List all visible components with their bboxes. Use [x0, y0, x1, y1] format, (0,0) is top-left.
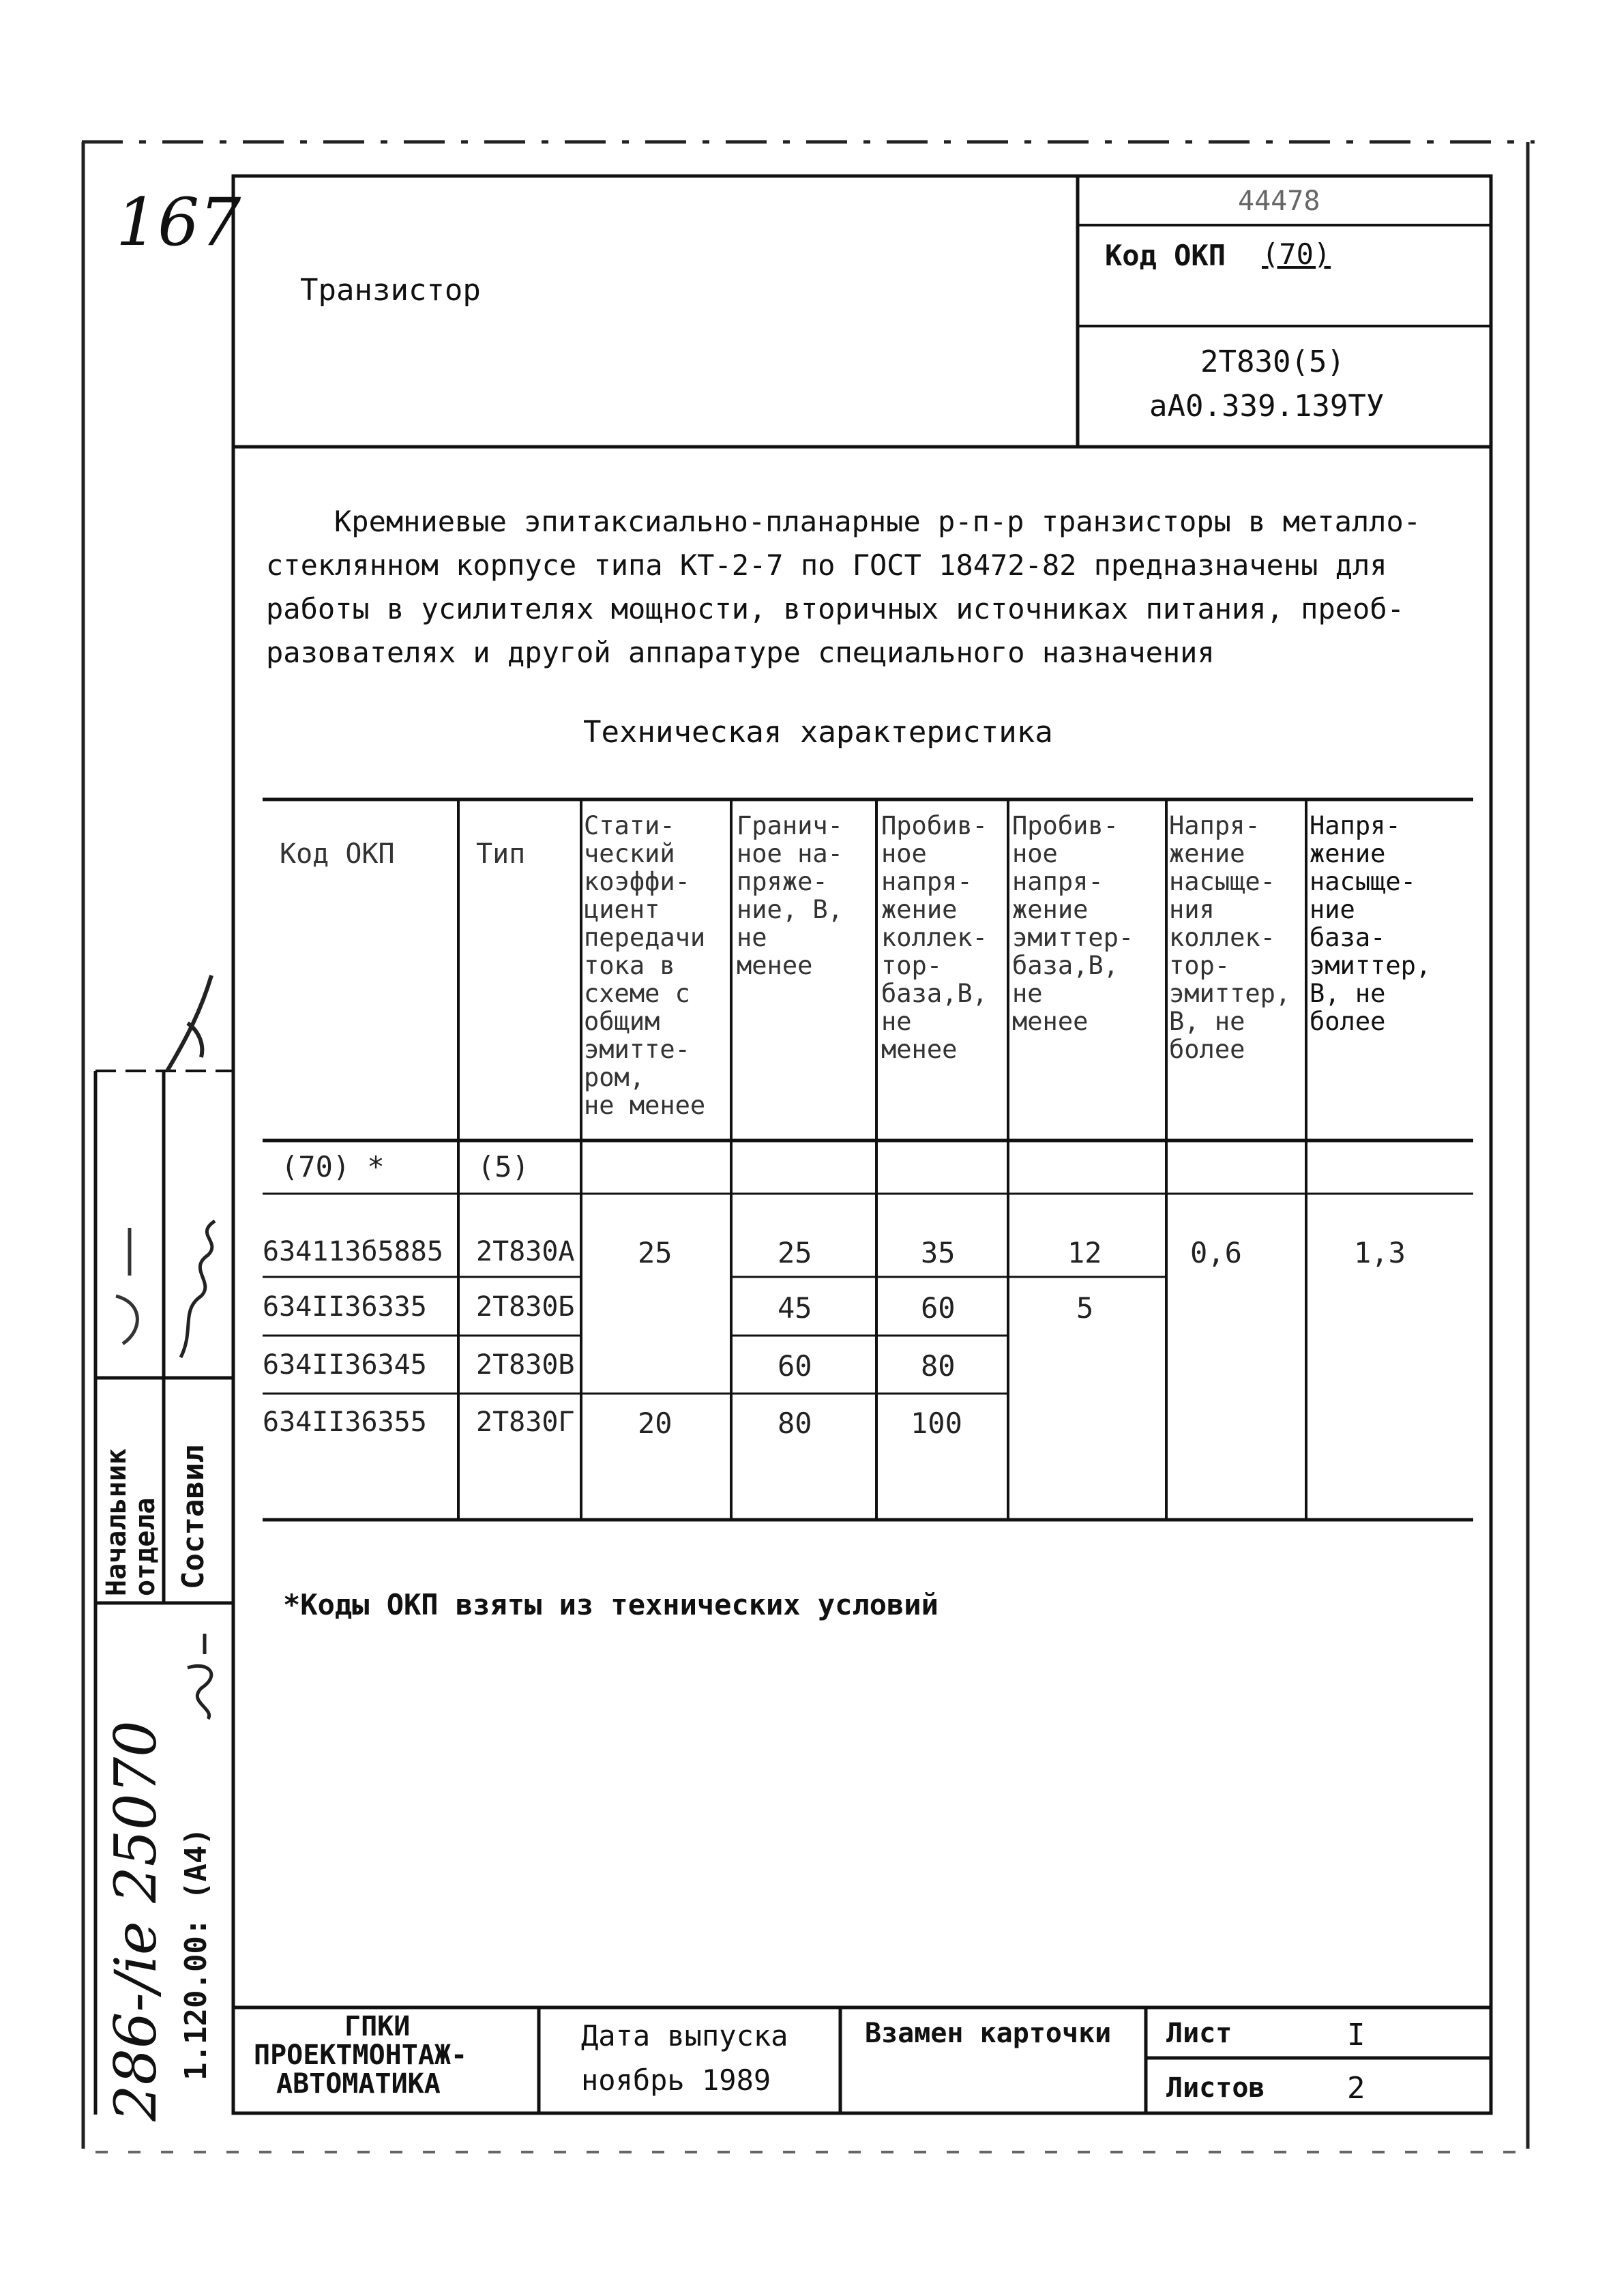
- signature: [102, 1214, 157, 1364]
- u-kb-cell: 80: [921, 1349, 956, 1383]
- okp-code-value: (70): [1262, 237, 1331, 271]
- type-designation: 2Т830(5): [1200, 344, 1345, 379]
- u-kb-cell: 60: [921, 1291, 956, 1325]
- okp-code-cell: 634II36335: [263, 1291, 427, 1323]
- sheets-total-label: Листов: [1166, 2072, 1265, 2104]
- signature: [167, 1214, 228, 1364]
- release-date-value: ноябрь 1989: [581, 2063, 771, 2097]
- replaces-card-label: Взамен карточки: [865, 2018, 1112, 2049]
- column-header: Стати- ческий коэффи- циент передачи тока в схеме с общим эмитте- ром, не менее: [584, 811, 706, 1120]
- column-header: Пробив- ное напря- жение эмиттер- база,В, не менее: [1012, 811, 1134, 1036]
- column-header: Пробив- ное напря- жение коллек- тор- база,В, не менее: [881, 811, 988, 1064]
- sheets-total-value: 2: [1347, 2071, 1365, 2106]
- footnote: *Коды ОКП взяты из технических условий: [283, 1588, 938, 1621]
- column-header: Код ОКП: [280, 838, 395, 870]
- u-be-cell: 1,3: [1354, 1236, 1406, 1269]
- u-kb-cell: 100: [911, 1407, 962, 1440]
- h21-cell: 25: [638, 1236, 673, 1269]
- handwritten-margin-numbers: 286-/ie 25070: [102, 1720, 169, 2121]
- description-line: работы в усилителях мощности, вторичных источниках питания, преоб-: [266, 592, 1404, 625]
- type-cell: 2Т830Г: [476, 1407, 575, 1438]
- handwritten-page-number: 167: [116, 184, 241, 261]
- type-cell: 2Т830Б: [476, 1291, 575, 1323]
- description-line: стеклянном корпусе типа КТ-2-7 по ГОСТ 18472-82 предназначены для: [266, 548, 1387, 582]
- organization-name: АВТОМАТИКА: [276, 2068, 441, 2100]
- column-header: Гранич- ное на- пряже- ние, В, не менее: [737, 811, 843, 980]
- u-kb-cell: 35: [921, 1236, 956, 1269]
- description-line: Кремниевые эпитаксиально-планарные р-п-р транзисторы в металло-: [334, 505, 1421, 538]
- u-eb-cell: 5: [1076, 1291, 1094, 1325]
- u-gr-cell: 45: [778, 1291, 812, 1325]
- organization-name: ПРОЕКТМОНТАЖ-: [254, 2040, 468, 2071]
- spec-reference: аА0.339.139ТУ: [1149, 389, 1385, 424]
- release-date-label: Дата выпуска: [581, 2019, 788, 2052]
- section-title: Техническая характеристика: [583, 715, 1053, 750]
- handwritten-mark: [147, 969, 228, 1091]
- sheet-label: Лист: [1166, 2018, 1232, 2049]
- document-number: 44478: [1238, 186, 1320, 217]
- type-cell: 2Т830А: [476, 1236, 575, 1267]
- okp-code-cell: 634II36355: [263, 1407, 427, 1438]
- okp-code-label: Код ОКП: [1105, 239, 1226, 272]
- u-ke-cell: 0,6: [1190, 1236, 1242, 1269]
- description-line: разователях и другой аппаратуре специального назначения: [266, 636, 1215, 669]
- sheet-number: I: [1347, 2018, 1365, 2052]
- code-row-type: (5): [477, 1150, 529, 1183]
- column-header: Напря- жение насыще- ния коллек- тор- эмиттер, В, не более: [1169, 811, 1291, 1064]
- u-gr-cell: 80: [778, 1407, 812, 1440]
- code-row-okp: (70) *: [281, 1150, 385, 1183]
- h21-cell: 20: [638, 1407, 673, 1440]
- okp-code-cell: 634II36345: [263, 1349, 427, 1381]
- u-gr-cell: 25: [778, 1236, 812, 1269]
- compiled-by-label: Составил: [176, 1445, 211, 1589]
- u-gr-cell: 60: [778, 1349, 812, 1383]
- organization-name: ГПКИ: [344, 2011, 411, 2042]
- column-header: Напря- жение насыще- ние база- эмиттер, В, не более: [1310, 811, 1432, 1036]
- head-of-department-label: Начальник отдела: [101, 1448, 161, 1596]
- product-name: Транзистор: [300, 273, 481, 308]
- u-eb-cell: 12: [1067, 1236, 1102, 1269]
- signature: [181, 1627, 228, 1722]
- column-header: Тип: [476, 838, 526, 870]
- type-cell: 2Т830В: [476, 1349, 575, 1381]
- okp-code-cell: 634113б5885: [263, 1236, 443, 1267]
- form-stamp-code: 1.120.00: (А4): [179, 1827, 213, 2080]
